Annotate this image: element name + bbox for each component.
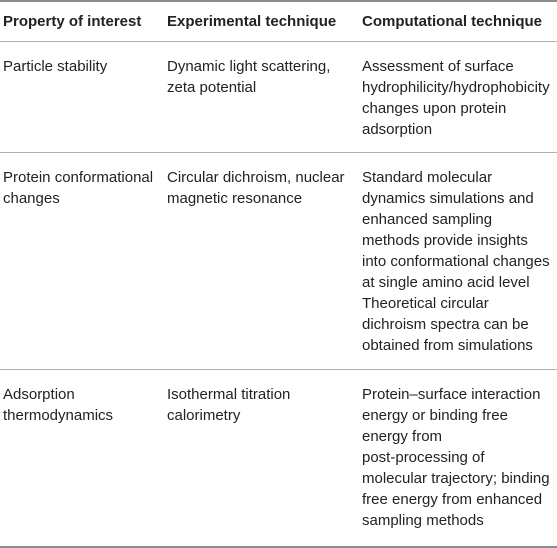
cell-line: Protein–surface interaction bbox=[362, 386, 541, 403]
cell-line: Assessment of surface bbox=[362, 58, 514, 75]
cell-experimental bbox=[160, 370, 353, 548]
cell-line: energy or binding free bbox=[362, 407, 508, 424]
cell-line: molecular trajectory; binding bbox=[362, 470, 550, 487]
cell-line: magnetic resonance bbox=[167, 190, 303, 207]
header-property: Property of interest bbox=[0, 1, 160, 42]
cell-line: hydrophilicity/hydrophobicity bbox=[362, 79, 550, 96]
cell-property bbox=[0, 370, 160, 548]
cell-line: enhanced sampling bbox=[362, 211, 493, 228]
cell-line: zeta potential bbox=[167, 79, 257, 96]
cell-experimental bbox=[160, 42, 353, 153]
cell-line: sampling methods bbox=[362, 512, 484, 529]
cell-line: dynamics simulations and bbox=[362, 190, 534, 207]
cell-line: dichroism spectra can be bbox=[362, 316, 529, 333]
cell-line: Standard molecular bbox=[362, 169, 493, 186]
table-header bbox=[0, 1, 557, 42]
cell-line: methods provide insights bbox=[362, 232, 528, 249]
cell-line: calorimetry bbox=[167, 407, 241, 424]
cell-line: thermodynamics bbox=[3, 407, 114, 424]
cell-line: Isothermal titration bbox=[167, 386, 291, 403]
cell-line: at single amino acid level bbox=[362, 274, 530, 291]
cell-line: Circular dichroism, nuclear bbox=[167, 169, 345, 186]
cell-computational bbox=[353, 370, 557, 548]
cell-property bbox=[0, 42, 160, 153]
table-row bbox=[0, 42, 557, 153]
cell-line: obtained from simulations bbox=[362, 337, 533, 354]
cell-line: into conformational changes bbox=[362, 253, 550, 270]
cell-line: Protein conformational bbox=[3, 169, 154, 186]
cell-line: Adsorption bbox=[3, 386, 75, 403]
table-body bbox=[0, 42, 557, 548]
cell-computational bbox=[353, 42, 557, 153]
cell-line: Dynamic light scattering, bbox=[167, 58, 331, 75]
cell-line: free energy from enhanced bbox=[362, 491, 543, 508]
table-row bbox=[0, 370, 557, 548]
cell-line: Particle stability bbox=[3, 58, 108, 75]
cell-property bbox=[0, 153, 160, 370]
cell-computational bbox=[353, 153, 557, 370]
cell-line: Theoretical circular bbox=[362, 295, 489, 312]
header-row bbox=[0, 1, 557, 42]
cell-line: changes upon protein bbox=[362, 100, 507, 117]
cell-line: energy from bbox=[362, 428, 443, 445]
cell-line: post-processing of bbox=[362, 449, 485, 466]
cell-line: adsorption bbox=[362, 121, 433, 138]
cell-experimental bbox=[160, 153, 353, 370]
header-computational: Computational technique bbox=[353, 1, 557, 42]
header-experimental: Experimental technique bbox=[160, 1, 353, 42]
table-row bbox=[0, 153, 557, 370]
cell-line: changes bbox=[3, 190, 60, 207]
